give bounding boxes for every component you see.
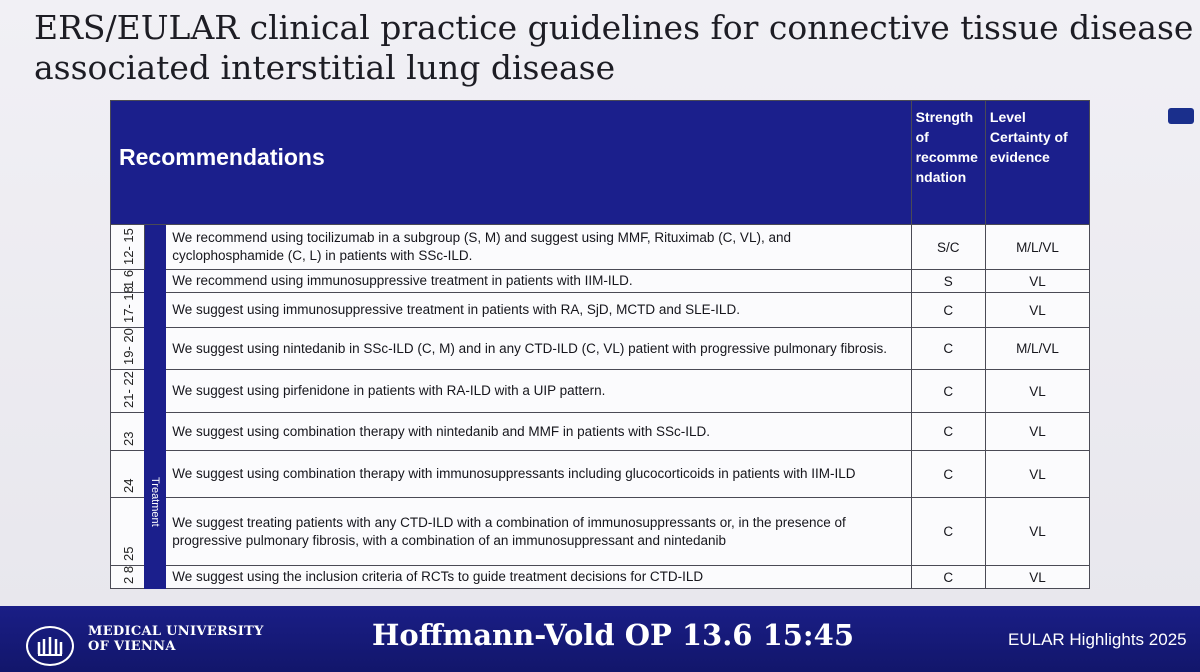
- row-number-text: 19- 20: [121, 328, 137, 365]
- accent-bar: [1168, 108, 1194, 124]
- row-number-text: 24: [121, 478, 137, 493]
- table-header-row: [111, 101, 1090, 225]
- row-number: [111, 370, 145, 413]
- strength-value: S: [911, 270, 985, 293]
- event-label: EULAR Highlights 2025: [1008, 630, 1187, 649]
- table-row: [111, 328, 1090, 370]
- table-row: [111, 413, 1090, 451]
- row-number-text: 2 8: [121, 565, 137, 584]
- recommendation-text: We suggest using combination therapy with immunosuppressants including glucocorticoids in patients with IIM-ILD: [166, 451, 911, 498]
- table-row: [111, 498, 1090, 566]
- recommendation-text: We suggest using nintedanib in SSc-ILD (C, M) and in any CTD-ILD (C, VL) patient with progressive pulmonary fibrosis.: [166, 328, 911, 370]
- strength-value: C: [911, 451, 985, 498]
- recommendation-text: We recommend using tocilizumab in a subgroup (S, M) and suggest using MMF, Rituximab (C, VL), and cyclophosphamide (C, L) in patients with SSc-ILD.: [166, 225, 911, 270]
- university-logo-icon: [26, 626, 74, 666]
- strength-value: C: [911, 498, 985, 566]
- table-row: [111, 566, 1090, 589]
- category-label: Treatment: [148, 477, 161, 527]
- slide-title: ERS/EULAR clinical practice guidelines for connective tissue disease associated interstitial lung disease: [34, 8, 1194, 87]
- level-value: M/L/VL: [985, 328, 1089, 370]
- row-number-text: 17- 18: [121, 286, 137, 323]
- level-value: VL: [985, 451, 1089, 498]
- recommendation-text: We suggest using immunosuppressive treatment in patients with RA, SjD, MCTD and SLE-ILD.: [166, 293, 911, 328]
- row-number-text: 21- 22: [121, 371, 137, 408]
- recommendation-text: We suggest using pirfenidone in patients with RA-ILD with a UIP pattern.: [166, 370, 911, 413]
- header-strength: Strength of recomme ndation: [911, 101, 985, 225]
- university-name-line1: MEDICAL UNIVERSITY: [88, 624, 264, 639]
- strength-value: C: [911, 413, 985, 451]
- level-value: VL: [985, 370, 1089, 413]
- row-number: [111, 328, 145, 370]
- category-cell: [144, 225, 165, 589]
- strength-value: C: [911, 293, 985, 328]
- table-row: [111, 225, 1090, 270]
- table-row: [111, 451, 1090, 498]
- row-number: [111, 286, 145, 328]
- level-value: VL: [985, 498, 1089, 566]
- row-number-text: 25: [121, 546, 137, 561]
- strength-value: C: [911, 328, 985, 370]
- recommendation-text: We recommend using immunosuppressive treatment in patients with IIM-ILD.: [166, 270, 911, 293]
- guidelines-table: [110, 100, 1090, 589]
- row-number-text: 23: [121, 431, 137, 446]
- row-number: [111, 566, 145, 589]
- strength-value: C: [911, 370, 985, 413]
- row-number: [111, 225, 145, 270]
- university-name: [88, 624, 298, 654]
- strength-value: S/C: [911, 225, 985, 270]
- level-value: VL: [985, 270, 1089, 293]
- header-recommendations: Recommendations: [111, 101, 912, 225]
- level-value: VL: [985, 566, 1089, 589]
- recommendation-text: We suggest using the inclusion criteria of RCTs to guide treatment decisions for CTD-ILD: [166, 566, 911, 589]
- header-level: Level Certainty of evidence: [985, 101, 1089, 225]
- level-value: VL: [985, 413, 1089, 451]
- recommendation-text: We suggest using combination therapy with nintedanib and MMF in patients with SSc-ILD.: [166, 413, 911, 451]
- footer-bar: [0, 606, 1200, 672]
- table-row: [111, 370, 1090, 413]
- recommendation-text: We suggest treating patients with any CTD-ILD with a combination of immunosuppressants or, in the presence of progressive pulmonary fibrosis, with a combination of an immunosuppressant and nintedanib: [166, 498, 911, 566]
- row-number: [111, 413, 145, 451]
- row-number-text: 1 6: [121, 269, 137, 288]
- table-row: [111, 270, 1090, 293]
- row-number: [111, 451, 145, 498]
- level-value: M/L/VL: [985, 225, 1089, 270]
- level-value: VL: [985, 293, 1089, 328]
- strength-value: C: [911, 566, 985, 589]
- table-row: [111, 293, 1090, 328]
- presenter-session: Hoffmann-Vold OP 13.6 15:45: [372, 618, 854, 652]
- row-number: [111, 498, 145, 566]
- university-name-line2: OF VIENNA: [88, 639, 176, 654]
- row-number-text: 12- 15: [121, 228, 137, 265]
